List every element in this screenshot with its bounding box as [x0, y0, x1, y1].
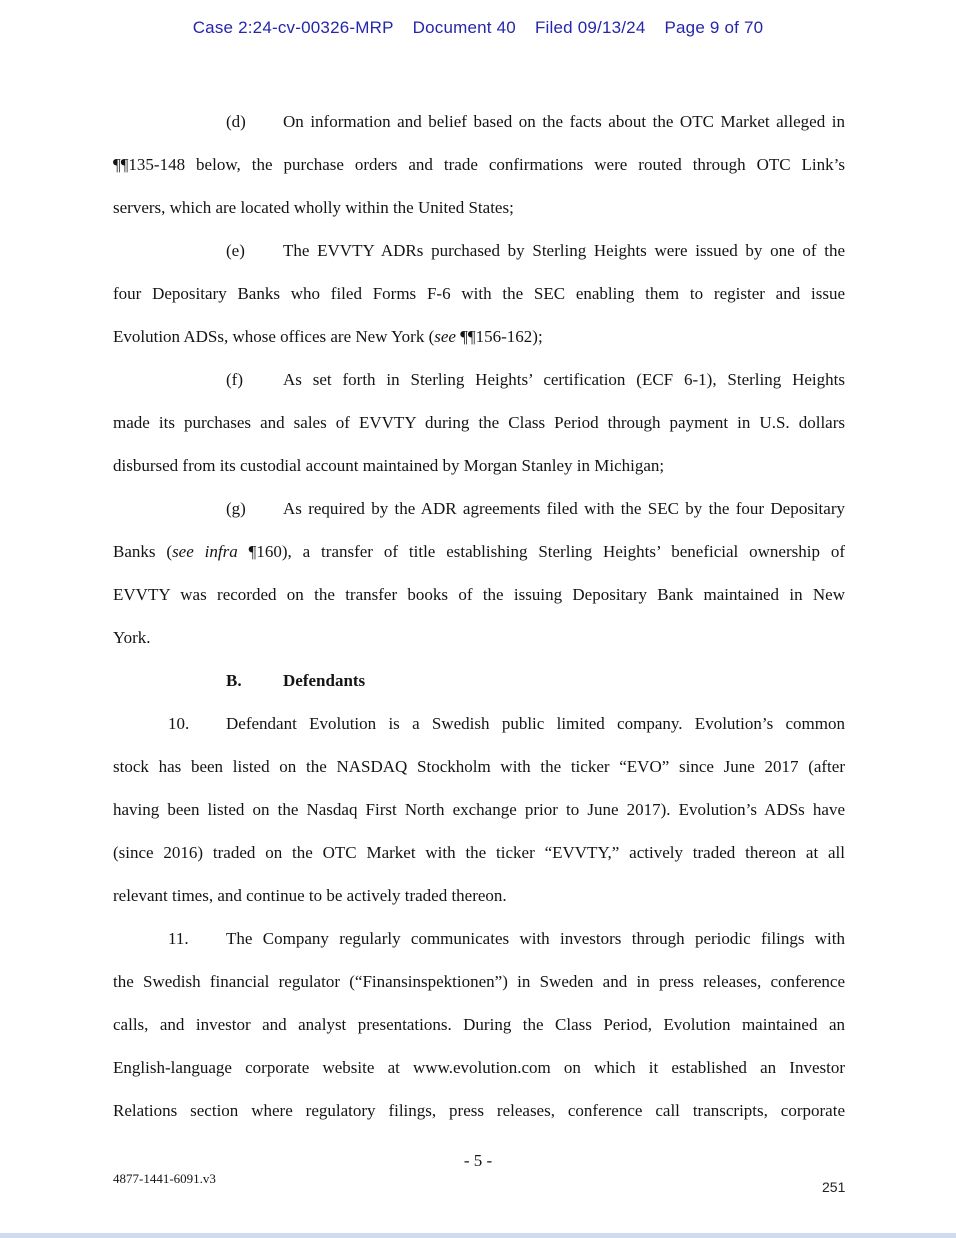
paragraph-e-text: Evolution ADSs, whose offices are New York ( — [113, 327, 435, 346]
paragraph-g-label: (g) — [226, 499, 246, 518]
paragraph-11-line — [113, 917, 845, 960]
paragraph-10-label: 10. — [168, 714, 190, 733]
paragraph-f-line: disbursed from its custodial account maintained by Morgan Stanley in Michigan; — [113, 456, 665, 475]
paragraph-e-label: (e) — [226, 241, 245, 260]
stamp-page-count: Page 9 of 70 — [664, 18, 764, 37]
paragraph-g-line: York. — [113, 628, 151, 647]
section-heading-defendants — [113, 659, 845, 702]
paragraph-f-text: As set forth in Sterling Heights’ certification (ECF 6-1), Sterling Heights — [283, 370, 845, 389]
paragraph-11-line: English-language corporate website at www.evolution.com on which it established an Investor — [113, 1058, 845, 1077]
paragraph-g-line — [113, 530, 845, 573]
document-id-stamp: 4877-1441-6091.v3 — [113, 1171, 216, 1186]
see-citation-italic: see — [434, 327, 456, 346]
paragraph-e-text: ¶¶156-162); — [455, 327, 543, 346]
paragraph-e-line: four Depositary Banks who filed Forms F-6 with the SEC enabling them to register and issue — [113, 284, 845, 303]
paragraph-g-text: Banks ( — [113, 542, 173, 561]
paragraph-e-line — [113, 315, 845, 358]
paragraph-11-line: Relations section where regulatory filings, press releases, conference call transcripts, corporate — [113, 1101, 845, 1120]
paragraph-e-text: The EVVTY ADRs purchased by Sterling Heights were issued by one of the — [283, 241, 845, 260]
paragraph-10-text: Defendant Evolution is a Swedish public limited company. Evolution’s common — [226, 714, 845, 733]
stamp-case-number: Case 2:24-cv-00326-MRP — [192, 18, 394, 37]
paragraph-d-line: servers, which are located wholly within the United States; — [113, 198, 514, 217]
page-bottom-edge — [0, 1233, 956, 1238]
paragraph-d-label: (d) — [226, 112, 246, 131]
stamp-filed-date: Filed 09/13/24 — [534, 18, 646, 37]
paragraph-d-text: On information and belief based on the facts about the OTC Market alleged in — [283, 112, 845, 131]
paragraph-11-text: The Company regularly communicates with investors through periodic filings with — [226, 929, 845, 948]
section-heading-label: B. — [226, 671, 242, 690]
paragraph-f-label: (f) — [226, 370, 243, 389]
paragraph-d-line: ¶¶135-148 below, the purchase orders and trade confirmations were routed through OTC Link’s — [113, 155, 845, 174]
paragraph-10-line: stock has been listed on the NASDAQ Stockholm with the ticker “EVO” since June 2017 (after — [113, 757, 845, 776]
paragraph-g-line: EVVTY was recorded on the transfer books of the issuing Depositary Bank maintained in New — [113, 585, 845, 604]
court-stamp-header — [0, 17, 956, 39]
bates-number: 251 — [822, 1179, 846, 1195]
paragraph-10-line: having been listed on the Nasdaq First North exchange prior to June 2017). Evolution’s ADSs have — [113, 800, 845, 819]
paragraph-10-line: relevant times, and continue to be actively traded thereon. — [113, 886, 507, 905]
section-heading-title: Defendants — [283, 671, 366, 690]
paragraph-10-line — [113, 702, 845, 745]
paragraph-g-line — [113, 487, 845, 530]
stamp-document-number: Document 40 — [412, 18, 516, 37]
paragraph-e-line — [113, 229, 845, 272]
paragraph-f-line — [113, 358, 845, 401]
document-body — [113, 100, 845, 1132]
see-infra-citation-italic: see infra — [172, 542, 238, 561]
paragraph-11-line: calls, and investor and analyst presentations. During the Class Period, Evolution maintained an — [113, 1015, 845, 1034]
paragraph-g-text: As required by the ADR agreements filed with the SEC by the four Depositary — [283, 499, 845, 518]
footer-page-number: - 5 - — [463, 1151, 493, 1170]
paragraph-g-text: ¶160), a transfer of title establishing Sterling Heights’ beneficial ownership of — [237, 542, 845, 561]
paragraph-11-line: the Swedish financial regulator (“Finansinspektionen”) in Sweden and in press releases, conference — [113, 972, 845, 991]
paragraph-10-line: (since 2016) traded on the OTC Market with the ticker “EVVTY,” actively traded thereon at all — [113, 843, 845, 862]
paragraph-11-label: 11. — [168, 929, 189, 948]
paragraph-f-line: made its purchases and sales of EVVTY during the Class Period through payment in U.S. dollars — [113, 413, 845, 432]
paragraph-d-line — [113, 100, 845, 143]
